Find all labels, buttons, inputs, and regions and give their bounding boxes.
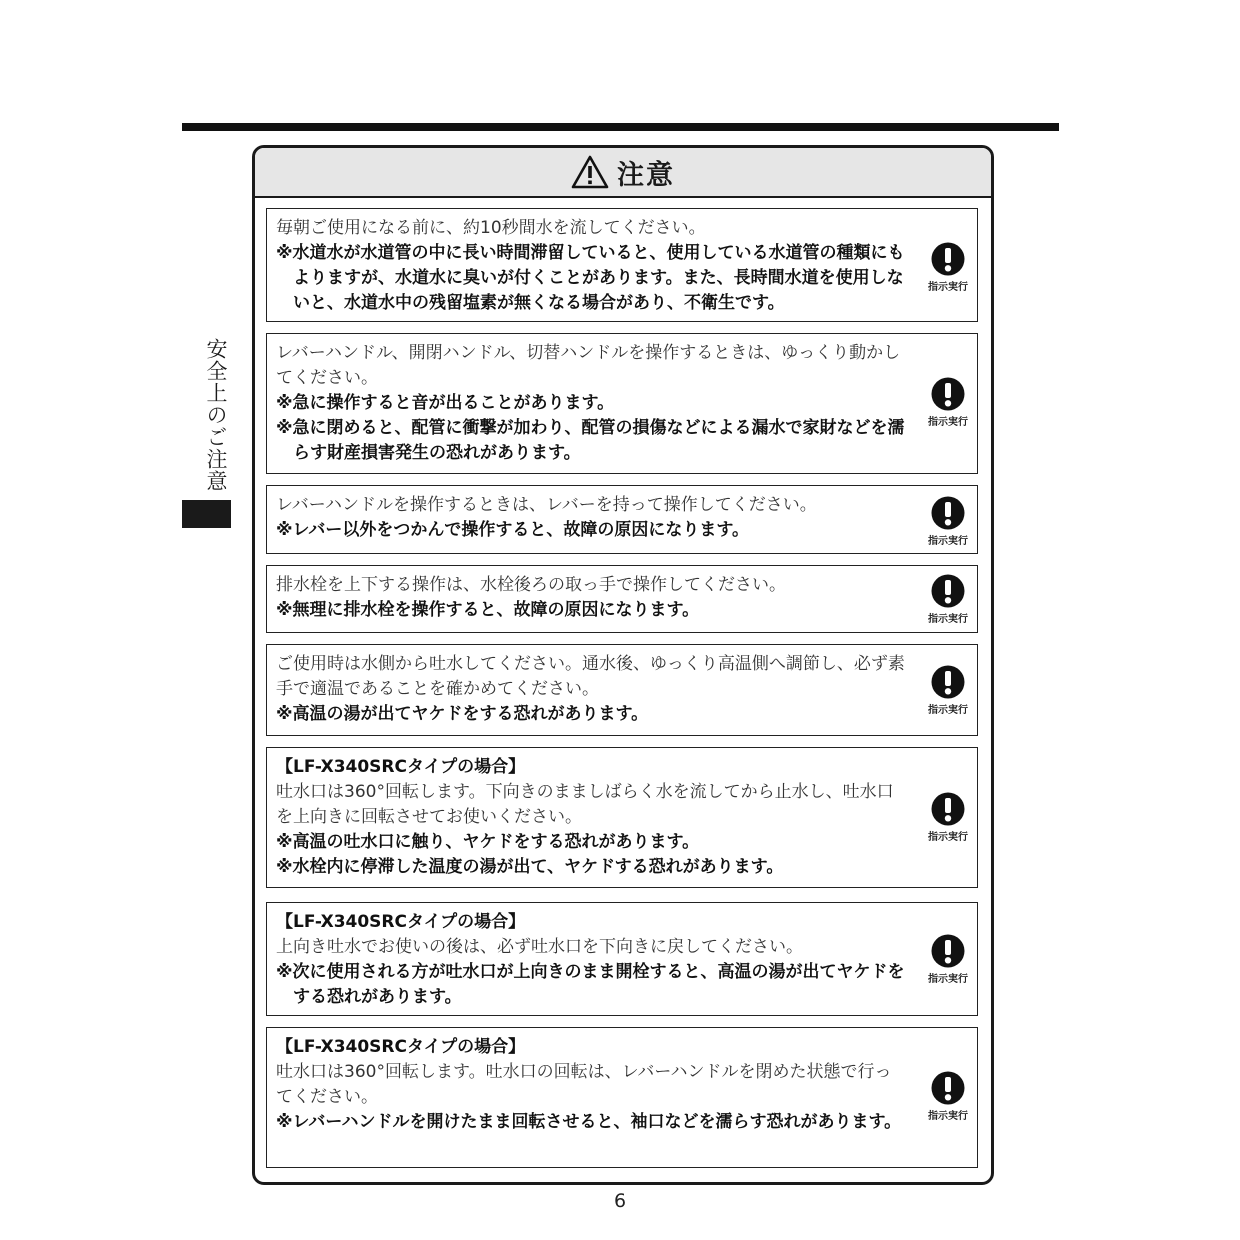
- caution-item-text: [276, 573, 906, 623]
- instruction-badge: [923, 934, 973, 985]
- instruction-text: 排水栓を上下する操作は、水栓後ろの取っ手で操作してください。: [276, 575, 786, 595]
- caution-item-text: [276, 493, 906, 543]
- note-text: ※レバーハンドルを開けたまま回転させると、袖口などを濡らす恐れがあります。: [276, 1112, 902, 1132]
- note-text: ※急に閉めると、配管に衝撃が加わり、配管の損傷などによる漏水で家財などを濡らす財産損害発生の恐れがあります。: [276, 418, 905, 463]
- mandatory-action-icon: [931, 377, 965, 411]
- caution-item: [266, 208, 978, 322]
- caution-item-text: [276, 652, 906, 727]
- side-section-tab: [182, 500, 231, 528]
- instruction-text: ご使用時は水側から吐水してください。通水後、ゆっくり高温側へ調節し、必ず素手で適温であることを確かめてください。: [276, 654, 905, 699]
- mandatory-action-icon: [931, 574, 965, 608]
- caution-item: [266, 747, 978, 888]
- caution-header: [255, 148, 991, 198]
- badge-label: 指示実行: [928, 1111, 968, 1122]
- caution-item-text: [276, 910, 906, 1010]
- instruction-badge: [923, 242, 973, 293]
- badge-label: 指示実行: [928, 832, 968, 843]
- instruction-badge: [923, 496, 973, 547]
- instruction-text: 上向き吐水でお使いの後は、必ず吐水口を下向きに戻してください。: [276, 937, 803, 957]
- caution-item: [266, 1027, 978, 1168]
- note-text: ※水道水が水道管の中に長い時間滞留していると、使用している水道管の種類にもよりますが、水道水に臭いが付くことがあります。また、長時間水道を使用しないと、水道水中の残留塩素が無くなる場合があり、不衛生です。: [276, 243, 905, 313]
- caution-item: [266, 333, 978, 474]
- caution-item: [266, 565, 978, 633]
- instruction-text: 吐水口は360°回転します。下向きのまましばらく水を流してから止水し、吐水口を上向きに回転させてお使いください。: [276, 782, 894, 827]
- badge-label: 指示実行: [928, 614, 968, 625]
- instruction-text: レバーハンドルを操作するときは、レバーを持って操作してください。: [276, 495, 817, 515]
- page-number: 6: [613, 1190, 627, 1212]
- note-text: ※水栓内に停滞した温度の湯が出て、ヤケドする恐れがあります。: [276, 857, 784, 877]
- note-text: ※無理に排水栓を操作すると、故障の原因になります。: [276, 600, 700, 620]
- caution-item-text: [276, 1035, 906, 1135]
- instruction-badge: [923, 377, 973, 428]
- caution-panel: [252, 145, 994, 1185]
- caution-item: [266, 902, 978, 1016]
- instruction-text: 毎朝ご使用になる前に、約10秒間水を流してください。: [276, 218, 706, 238]
- warning-triangle-icon: [571, 155, 609, 189]
- mandatory-action-icon: [931, 792, 965, 826]
- note-text: ※高温の湯が出てヤケドをする恐れがあります。: [276, 704, 649, 724]
- note-text: ※次に使用される方が吐水口が上向きのまま開栓すると、高温の湯が出てヤケドをする恐れがあります。: [276, 962, 905, 1007]
- instruction-badge: [923, 574, 973, 625]
- badge-label: 指示実行: [928, 974, 968, 985]
- instruction-badge: [923, 1071, 973, 1122]
- mandatory-action-icon: [931, 496, 965, 530]
- instruction-text: 吐水口は360°回転します。吐水口の回転は、レバーハンドルを閉めた状態で行ってください。: [276, 1062, 892, 1107]
- instruction-badge: [923, 665, 973, 716]
- badge-label: 指示実行: [928, 417, 968, 428]
- caution-item: [266, 644, 978, 736]
- mandatory-action-icon: [931, 934, 965, 968]
- badge-label: 指示実行: [928, 536, 968, 547]
- side-section-label: 安全上のご注意: [204, 338, 228, 492]
- model-heading: 【LF-X340SRCタイプの場合】: [276, 1037, 526, 1057]
- model-heading: 【LF-X340SRCタイプの場合】: [276, 912, 526, 932]
- top-rule: [182, 123, 1059, 131]
- caution-item-text: [276, 341, 906, 466]
- note-text: ※急に操作すると音が出ることがあります。: [276, 393, 615, 413]
- caution-item-text: [276, 755, 906, 880]
- note-text: ※レバー以外をつかんで操作すると、故障の原因になります。: [276, 520, 749, 540]
- note-text: ※高温の吐水口に触り、ヤケドをする恐れがあります。: [276, 832, 700, 852]
- instruction-badge: [923, 792, 973, 843]
- caution-item: [266, 485, 978, 554]
- instruction-text: レバーハンドル、開閉ハンドル、切替ハンドルを操作するときは、ゆっくり動かしてください。: [276, 343, 901, 388]
- caution-item-text: [276, 216, 906, 316]
- badge-label: 指示実行: [928, 705, 968, 716]
- caution-title: 注意: [617, 159, 675, 191]
- model-heading: 【LF-X340SRCタイプの場合】: [276, 757, 526, 777]
- badge-label: 指示実行: [928, 282, 968, 293]
- mandatory-action-icon: [931, 665, 965, 699]
- mandatory-action-icon: [931, 1071, 965, 1105]
- mandatory-action-icon: [931, 242, 965, 276]
